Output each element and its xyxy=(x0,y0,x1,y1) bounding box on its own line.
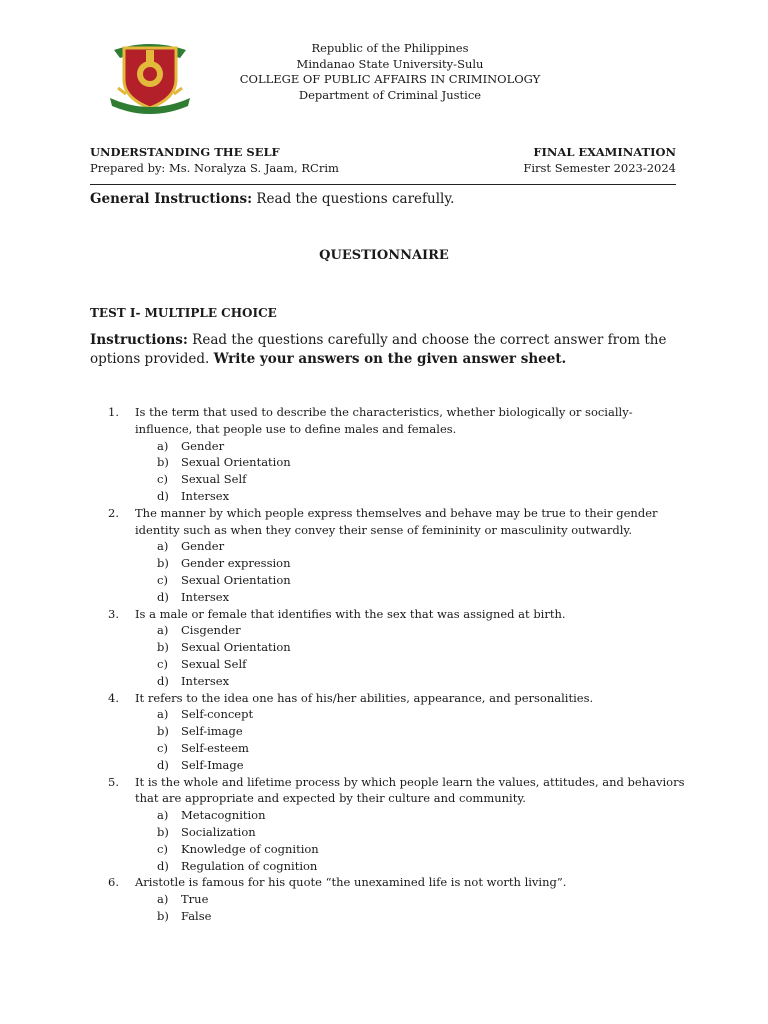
answer-option xyxy=(108,706,688,723)
question-text: It is the whole and lifetime process by which people learn the values, attitudes, and behaviors that are appropriate and expected by their culture and community. xyxy=(135,774,685,806)
answer-option xyxy=(108,858,688,875)
answer-option xyxy=(108,891,688,908)
option-letter: d) xyxy=(157,589,169,604)
option-text: Regulation of cognition xyxy=(181,858,318,873)
header-divider xyxy=(90,184,676,185)
test-instructions-emphasis: Write your answers on the given answer sheet. xyxy=(213,351,567,367)
question-item xyxy=(108,874,688,891)
option-letter: b) xyxy=(157,640,169,655)
question-list xyxy=(108,404,688,925)
option-letter: b) xyxy=(157,824,169,839)
question-item xyxy=(108,404,688,438)
answer-option xyxy=(108,572,688,589)
question-text: Aristotle is famous for his quote “the unexamined life is not worth living”. xyxy=(135,875,567,890)
question-number: 4. xyxy=(108,690,119,705)
option-text: Intersex xyxy=(181,673,230,688)
question-text: Is the term that used to describe the characteristics, whether biologically or socially-influence, that people use to define males and females. xyxy=(135,405,633,436)
header-line-university: Mindanao State University-Sulu xyxy=(296,56,484,71)
answer-option xyxy=(108,656,688,673)
answer-option xyxy=(108,438,688,455)
option-letter: a) xyxy=(157,707,169,722)
option-letter: c) xyxy=(157,740,168,755)
answer-option xyxy=(108,723,688,740)
option-letter: a) xyxy=(157,438,169,453)
option-text: Cisgender xyxy=(181,623,241,638)
general-instructions-text: Read the questions carefully. xyxy=(252,191,455,207)
option-letter: c) xyxy=(157,572,168,587)
answer-option xyxy=(108,488,688,505)
question-item xyxy=(108,606,688,623)
test-instructions xyxy=(90,331,670,369)
answer-option xyxy=(108,589,688,606)
general-instructions-label: General Instructions: xyxy=(90,191,253,207)
question-text: Is a male or female that identifies with the sex that was assigned at birth. xyxy=(135,606,566,621)
exam-type: FINAL EXAMINATION xyxy=(533,145,676,159)
question-number: 6. xyxy=(108,875,119,890)
answer-option xyxy=(108,454,688,471)
option-text: Sexual Self xyxy=(181,656,247,671)
option-text: Gender xyxy=(181,539,225,554)
option-text: Self-Image xyxy=(181,757,244,772)
test-instructions-label: Instructions: xyxy=(90,332,188,348)
question-item xyxy=(108,774,688,808)
option-letter: a) xyxy=(157,623,169,638)
option-text: False xyxy=(181,908,212,923)
option-text: Sexual Orientation xyxy=(181,640,291,655)
option-letter: b) xyxy=(157,724,169,739)
university-seal-logo xyxy=(104,36,196,116)
answer-option xyxy=(108,841,688,858)
answer-option xyxy=(108,538,688,555)
question-number: 3. xyxy=(108,606,119,621)
option-text: Sexual Self xyxy=(181,472,247,487)
answer-option xyxy=(108,471,688,488)
answer-option xyxy=(108,639,688,656)
option-text: Knowledge of cognition xyxy=(181,841,319,856)
question-text: It refers to the idea one has of his/her abilities, appearance, and personalities. xyxy=(135,690,594,705)
general-instructions xyxy=(90,191,454,207)
option-letter: c) xyxy=(157,841,168,856)
option-letter: a) xyxy=(157,539,169,554)
option-letter: c) xyxy=(157,656,168,671)
exam-meta-row-2 xyxy=(90,161,676,175)
option-letter: d) xyxy=(157,858,169,873)
question-item xyxy=(108,505,688,539)
option-letter: b) xyxy=(157,908,169,923)
option-text: Metacognition xyxy=(181,808,266,823)
option-text: Gender expression xyxy=(181,556,291,571)
option-text: Intersex xyxy=(181,488,230,503)
header-line-country: Republic of the Philippines xyxy=(311,41,469,55)
option-letter: a) xyxy=(157,892,169,907)
option-text: Sexual Orientation xyxy=(181,455,291,470)
subject-title: UNDERSTANDING THE SELF xyxy=(90,145,280,159)
answer-option xyxy=(108,622,688,639)
option-letter: a) xyxy=(157,808,169,823)
test-title: TEST I- MULTIPLE CHOICE xyxy=(90,306,277,320)
header-line-department: Department of Criminal Justice xyxy=(298,87,482,102)
answer-option xyxy=(108,824,688,841)
option-letter: b) xyxy=(157,455,169,470)
answer-option xyxy=(108,757,688,774)
option-text: Self-esteem xyxy=(181,740,249,755)
answer-option xyxy=(108,908,688,925)
option-letter: b) xyxy=(157,556,169,571)
questionnaire-title: QUESTIONNAIRE xyxy=(319,248,449,263)
option-text: Intersex xyxy=(181,589,230,604)
question-item xyxy=(108,690,688,707)
question-text: The manner by which people express themselves and behave may be true to their gender identity such as when they convey their sense of femininity or masculinity outwardly. xyxy=(135,505,658,537)
question-number: 2. xyxy=(108,505,119,520)
option-letter: d) xyxy=(157,488,169,503)
prepared-by: Prepared by: Ms. Noralyza S. Jaam, RCrim xyxy=(90,161,339,175)
semester: First Semester 2023-2024 xyxy=(523,161,676,175)
question-number: 5. xyxy=(108,774,119,789)
option-text: Self-concept xyxy=(181,707,254,722)
option-letter: c) xyxy=(157,472,168,487)
option-letter: d) xyxy=(157,673,169,688)
option-text: True xyxy=(181,892,209,907)
option-text: Self-image xyxy=(181,724,243,739)
option-letter: d) xyxy=(157,757,169,772)
answer-option xyxy=(108,740,688,757)
question-number: 1. xyxy=(108,405,119,419)
option-text: Sexual Orientation xyxy=(181,572,291,587)
header-line-college: COLLEGE OF PUBLIC AFFAIRS IN CRIMINOLOGY xyxy=(239,72,541,86)
test-instructions-text: Read the questions carefully and choose the correct answer from the options provided. xyxy=(90,332,667,367)
institution-header xyxy=(200,41,580,103)
answer-option xyxy=(108,555,688,572)
option-text: Gender xyxy=(181,438,225,453)
exam-meta-row xyxy=(90,145,676,159)
answer-option xyxy=(108,673,688,690)
answer-option xyxy=(108,807,688,824)
option-text: Socialization xyxy=(181,824,256,839)
